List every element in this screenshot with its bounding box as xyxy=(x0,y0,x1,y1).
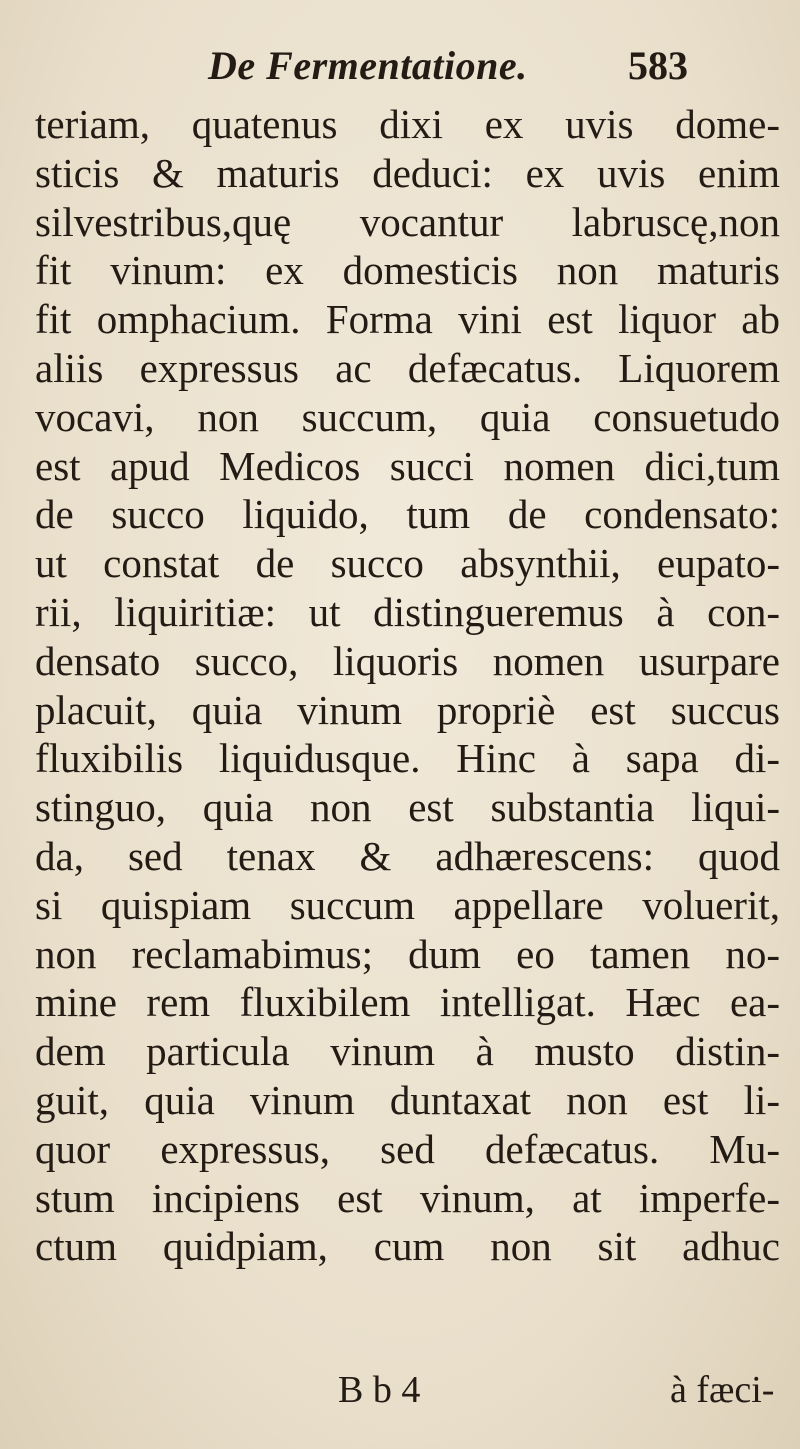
text-line: de succo liquido, tum de condensato: xyxy=(35,491,780,538)
text-line: guit, quia vinum duntaxat non est li- xyxy=(35,1076,780,1123)
running-head: De Fermentatione. xyxy=(208,43,528,88)
page-number: 583 xyxy=(628,43,688,88)
text-line: ut constat de succo absynthii, eupato- xyxy=(35,540,780,587)
text-line: mine rem fluxibilem intelligat. Hæc ea- xyxy=(35,979,780,1026)
text-line: quor expressus, sed defæcatus. Mu- xyxy=(35,1125,780,1172)
text-line: dem particula vinum à musto distin- xyxy=(35,1028,780,1075)
page-footer xyxy=(0,1368,800,1418)
signature-mark: B b 4 xyxy=(338,1369,421,1411)
text-line: est apud Medicos succi nomen dici,tum xyxy=(35,442,780,489)
text-line: silvestribus,quę vocantur labruscę,non xyxy=(35,198,780,245)
text-line: fit vinum: ex domesticis non maturis xyxy=(35,247,780,294)
body-text xyxy=(35,100,795,1271)
text-line: si quispiam succum appellare voluerit, xyxy=(35,881,780,928)
page-header xyxy=(0,42,800,92)
text-line: aliis expressus ac defæcatus. Liquorem xyxy=(35,344,780,391)
text-line: fit omphacium. Forma vini est liquor ab xyxy=(35,296,780,343)
text-line: stinguo, quia non est substantia liqui- xyxy=(35,784,780,831)
text-line: da, sed tenax & adhærescens: quod xyxy=(35,832,780,879)
text-line: densato succo, liquoris nomen usurpare xyxy=(35,637,780,684)
text-line: teriam, quatenus dixi ex uvis dome- xyxy=(35,101,780,147)
text-line: non reclamabimus; dum eo tamen no- xyxy=(35,930,780,977)
text-line: stum incipiens est vinum, at imperfe- xyxy=(35,1174,780,1221)
catchword: à fæci- xyxy=(670,1369,775,1411)
text-line: fluxibilis liquidusque. Hinc à sapa di- xyxy=(35,735,780,782)
text-line: sticis & maturis deduci: ex uvis enim xyxy=(35,149,780,196)
text-line: vocavi, non succum, quia consuetudo xyxy=(35,393,780,440)
text-line: ctum quidpiam, cum non sit adhuc xyxy=(35,1223,780,1270)
text-line: rii, liquiritiæ: ut distingueremus à con- xyxy=(35,588,780,635)
text-line: placuit, quia vinum propriè est succus xyxy=(35,686,780,733)
